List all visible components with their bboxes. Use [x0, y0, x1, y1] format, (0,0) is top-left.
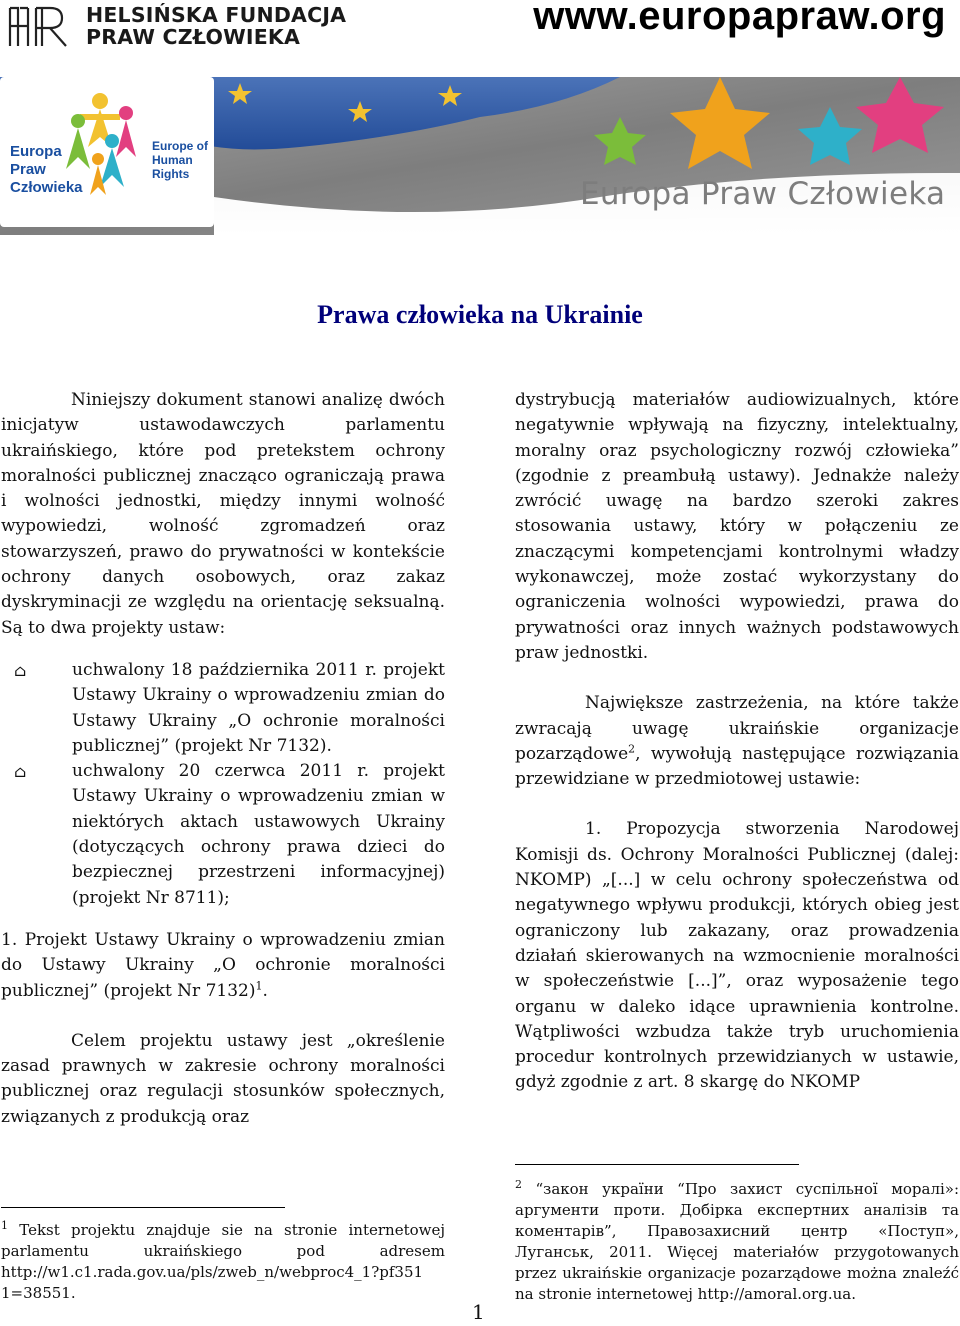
europa-praw-logo-text-en: [152, 139, 222, 181]
footnote-1-number: 1: [1, 1219, 8, 1232]
hr-logo-mark-icon: [6, 4, 76, 50]
logo-line-rights: Rights: [152, 167, 190, 181]
bill-list: [1, 658, 445, 911]
concerns-text-b: , wywołują następujące rozwiązania przewidziane w przedmiotowej ustawie:: [515, 743, 959, 790]
list-item: ⌂ uchwalony 18 października 2011 r. projekt Ustawy Ukrainy o wprowadzeniu zmian do Ustawy Ukrainy „O ochronie moralności publicznej” (projekt Nr 7132).: [72, 658, 445, 759]
org-name-line2: PRAW CZŁOWIEKA: [86, 25, 301, 49]
footnote-2: [515, 1179, 959, 1305]
right-column: [515, 388, 959, 1096]
scope-paragraph: dystrybucją materiałów audiowizualnych, które negatywnie wpływają na fizyczny, intelektualny, moralny oraz psychologiczny rozwój człowieka” (zgodnie z preambułą ustawy). Jednakże należy zwrócić uwagę na bardzo szeroki zakres stosowania ustawy, który w połączeniu ze znaczącymi kompetencjami kontrolnymi władzy wykonawczej, może zostać wykorzystany do ograniczenia wolności wypowiedzi, prawa do prywatności oraz innych ważnych podstawowych praw jednostki.: [515, 390, 959, 663]
helsinki-foundation-logo: [6, 4, 386, 50]
proposal-1-paragraph: 1. Propozycja stworzenia Narodowej Komisji ds. Ochrony Moralności Publicznej (dalej: NKOMP) „[...] w celu ochrony społeczeństwa od negatywnego wpływu produkcji, których obieg jest ograniczony lub zakazany, oraz prowadzenia działań skierowanych na wzmocnienie moralności w społeczeństwie [...]”, oraz wyposażenie tego organu w daleko idące uprawnienia kontrolne. Wątpliwości wzbudza także tryb uruchomienia procedur kontrolnych przewidzianych w ustawie, gdyż zgodnie z art. 8 skargę do NKOMP: [515, 819, 959, 1093]
logo-line-czlowieka: Człowieka: [10, 179, 83, 196]
left-column: [1, 388, 445, 1130]
concerns-text-a: Największe zastrzeżenia, na które także zwracają uwagę ukraińskie organizacje pozarządowe: [515, 693, 959, 764]
logo-line-europe-of: Europe of: [152, 139, 208, 153]
logo-line-europa: Europa: [10, 143, 62, 160]
footnote-rule-right: [515, 1164, 799, 1165]
website-url[interactable]: www.europapraw.org: [533, 0, 946, 38]
purpose-paragraph: Celem projektu ustawy jest „określenie zasad prawnych w zakresie ochrony moralności publicznej oraz regulacji stosunków społecznych, związanych z produkcją oraz: [1, 1030, 445, 1127]
europa-praw-logo-text-pl: [10, 143, 83, 197]
footnote-ref-1[interactable]: 1: [255, 978, 263, 992]
footnote-1-text: Tekst projektu znajduje sie na stronie internetowej parlamentu ukraińskiego pod adresem http://w1.c1.rada.gov.ua/pls/zweb_n/webproc4_1?pf351 1=38551.: [1, 1221, 445, 1302]
page-number: 1: [472, 1300, 485, 1324]
intro-paragraph: Niniejszy dokument stanowi analizę dwóch inicjatyw ustawodawczych parlamentu ukraińskiego, które pod pretekstem ochrony moralności publicznej znacząco ograniczają prawa i wolności jednostki, między innymi wolność wypowiedzi, wolność zgromadzeń oraz stowarzyszeń, prawo do prywatności w kontekście ochrony danych osobowych, oraz zakaz dyskryminacji ze względu na orientację seksualną. Są to dwa projekty ustaw:: [1, 390, 445, 638]
concerns-paragraph: [515, 691, 959, 792]
footnote-ref-2[interactable]: 2: [628, 742, 636, 756]
footnote-2-text: “закон україни “Про захист суспільної моралі»: аргументи проти. Добірка експертних аналізів та коментарів”, Правозахисний центр «Поступ», Луганськ, 2011. Więcej materiałów przygotowanych przez ukraińskie organizacje pozarządowe można znaleźć na stronie internetowej http://amoral.org.ua.: [515, 1180, 959, 1303]
section-1-heading-text: 1. Projekt Ustawy Ukrainy o wprowadzeniu zmian do Ustawy Ukrainy „O ochronie moralności publicznej” (projekt Nr 7132): [1, 929, 445, 1001]
helsinki-foundation-name: [86, 4, 346, 48]
footnote-rule-left: [1, 1207, 285, 1208]
section-1-heading: [1, 928, 445, 1004]
footnote-1: [1, 1220, 445, 1304]
europa-praw-banner: [0, 77, 960, 235]
org-name-line1: HELSIŃSKA FUNDACJA: [86, 3, 347, 27]
document-title: Prawa człowieka na Ukrainie: [317, 300, 643, 329]
logo-line-praw: Praw: [10, 161, 46, 178]
banner-title: Europa Praw Człowieka: [580, 176, 946, 212]
footnote-2-number: 2: [515, 1178, 522, 1191]
section-1-heading-end: .: [262, 980, 268, 1001]
logo-line-human: Human: [152, 153, 193, 167]
list-item: ⌂ uchwalony 20 czerwca 2011 r. projekt Ustawy Ukrainy o wprowadzeniu zmian w niektórych aktach ustawowych Ukrainy (dotyczących ochrony prawa dzieci do bezpiecznej przestrzeni informacyjnej) (projekt Nr 8711);: [72, 759, 445, 911]
